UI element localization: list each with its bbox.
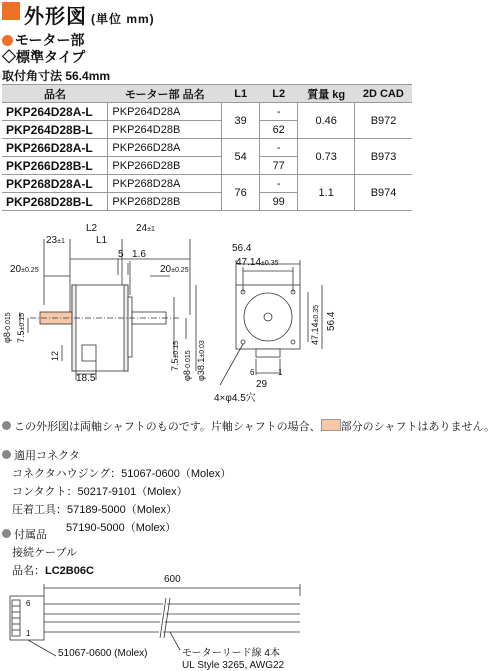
cad-link[interactable]: B972: [355, 103, 412, 139]
dim-24: 24±1: [136, 223, 155, 234]
dim-20-right: 20±0.25: [160, 264, 189, 275]
pin-1-label: 1: [278, 368, 283, 377]
cable-pin-1: 1: [26, 629, 31, 638]
table-row: PKP268D28A-L PKP268D28A 76 - 1.1 B974: [2, 175, 412, 193]
header-mass: 質量 kg: [298, 85, 355, 103]
dim-1-6: 1.6: [132, 249, 146, 260]
bullet-icon: [2, 450, 11, 459]
pin-6-label: 6: [250, 368, 255, 377]
dim-20-left: 20±0.25: [10, 264, 39, 275]
bullet-icon: [2, 421, 11, 430]
table-row: PKP266D28A-L PKP266D28A 54 - 0.73 B973: [2, 139, 412, 157]
table-row: PKP264D28A-L PKP264D28A 39 - 0.46 B972: [2, 103, 412, 121]
unit-label: (単位 mm): [91, 12, 155, 26]
orange-dot-icon: [2, 35, 13, 46]
table-row: PKP268D28B-L PKP268D28B 99: [2, 193, 412, 211]
table-header-row: [2, 85, 412, 103]
mount-size: 取付角寸法 56.4mm: [2, 69, 111, 83]
dim-phi8-left: φ8-0.015: [2, 312, 12, 343]
dim-56-4-side: 56.4: [326, 311, 337, 331]
shaft-note: この外形図は両軸シャフトのものです。片軸シャフトの場合、 部分のシャフトはありません。: [2, 418, 495, 434]
spec-table: [2, 84, 412, 211]
header-l1: L1: [222, 85, 260, 103]
ul-style-label: UL Style 3265, AWG22: [182, 660, 285, 671]
dim-56-4-top: 56.4: [232, 243, 252, 254]
accessory-title: 付属品: [2, 526, 94, 542]
title-marker: [2, 2, 20, 20]
connector-contact: コンタクト：50217-9101（Molex）: [12, 486, 188, 498]
motor-section-title: モーター部: [2, 30, 84, 50]
crimp-tool-1: 圧着工具：57189-5000（Molex）: [12, 504, 178, 516]
dim-47-14-top: 47.14±0.35: [236, 257, 279, 268]
type-title: ◇標準タイプ: [2, 49, 86, 65]
dim-5: 5: [118, 249, 124, 260]
bullet-icon: [2, 529, 11, 538]
dim-7-5-left: 7.5±0.15: [16, 313, 26, 343]
cable-pin-6: 6: [26, 599, 31, 608]
cad-link[interactable]: B974: [355, 175, 412, 211]
header-motor: モーター部 品名: [108, 85, 222, 103]
table-row: PKP264D28B-L PKP264D28B 62: [2, 121, 412, 139]
dim-phi8-right: φ8-0.015: [182, 350, 192, 381]
cable-drawing: [0, 570, 496, 671]
cad-link[interactable]: B973: [355, 139, 412, 175]
dim-phi38-1: φ38.1±0.03: [196, 340, 206, 381]
crimp-tool-2: 57190-5000（Molex）: [66, 522, 177, 534]
dim-18-5: 18.5: [76, 373, 96, 384]
header-model: 品名: [2, 85, 108, 103]
dim-l1: L1: [96, 235, 108, 246]
dim-47-14-side: 47.14±0.35: [310, 305, 320, 345]
connector-housing: コネクタハウジング：51067-0600（Molex）: [12, 468, 232, 480]
motor-drawing: [0, 215, 496, 410]
dim-l2: L2: [86, 223, 98, 234]
dim-23: 23±1: [46, 235, 65, 246]
header-cad: 2D CAD: [355, 85, 412, 103]
motor-lead-label: モーターリード線 4本: [182, 648, 280, 659]
dim-29: 29: [256, 379, 268, 390]
connector-section: [2, 447, 231, 535]
header-l2: L2: [260, 85, 298, 103]
dim-7-5-right: 7.5±0.15: [170, 341, 180, 371]
holes-label: 4×φ4.5穴: [214, 393, 256, 404]
connector-title: 適用コネクタ: [2, 447, 231, 463]
cable-label: 接続ケーブル: [12, 547, 78, 559]
table-row: PKP266D28B-L PKP266D28B 77: [2, 157, 412, 175]
cable-name: 品名：LC2B06C: [12, 565, 94, 577]
cable-length: 600: [164, 574, 181, 585]
cable-connector-label: 51067-0600 (Molex): [58, 648, 148, 659]
single-shaft-swatch: [321, 419, 341, 431]
dim-12: 12: [50, 350, 60, 361]
page-title: 外形図 (単位 mm): [24, 6, 155, 28]
